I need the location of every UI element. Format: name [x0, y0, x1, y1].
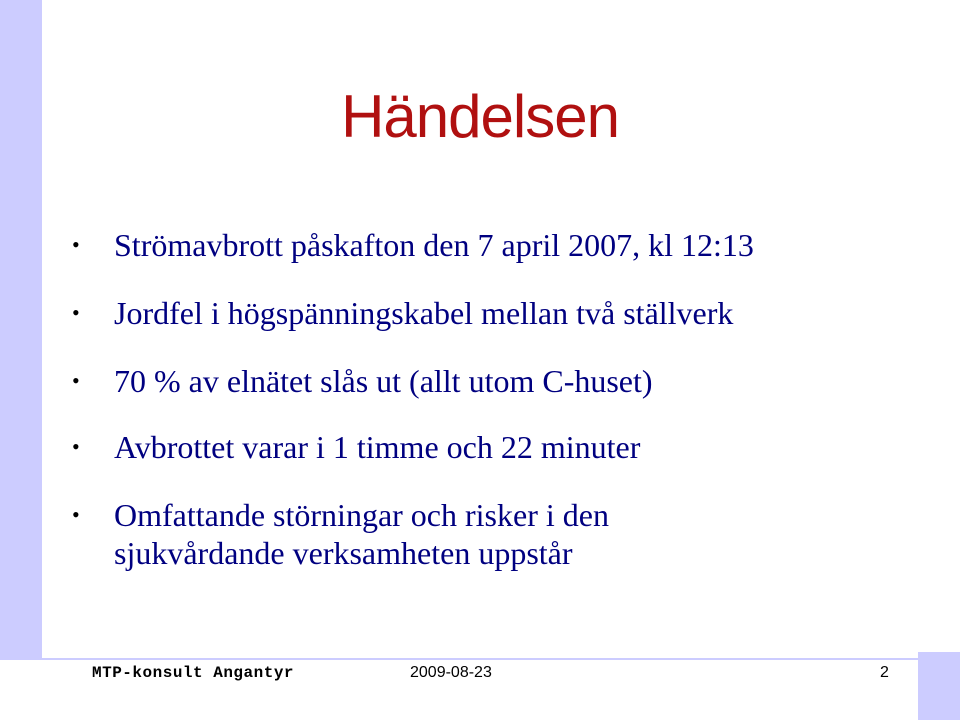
bullet-text: Jordfel i högspänningskabel mellan två ställverk [114, 295, 734, 331]
bullet-icon: • [72, 368, 80, 393]
footer-date: 2009-08-23 [410, 664, 492, 681]
bullet-icon: • [72, 232, 80, 257]
bullet-text: Avbrottet varar i 1 timme och 22 minuter [114, 429, 641, 465]
bullet-icon: • [72, 300, 80, 325]
page-number: 2 [880, 664, 889, 681]
bullet-icon: • [72, 502, 80, 527]
slide-footer [0, 664, 960, 692]
slide-title: Händelsen [341, 83, 619, 150]
bullet-text: Strömavbrott påskafton den 7 april 2007, kl 12:13 [114, 227, 754, 263]
bullet-text: 70 % av elnätet slås ut (allt utom C-huset) [114, 363, 653, 399]
footer-author: MTP-konsult Angantyr [92, 664, 295, 682]
bullet-icon: • [72, 434, 80, 459]
footer-divider [42, 658, 920, 660]
bullet-text: Omfattande störningar och risker i den sjukvårdande verksamheten uppstår [114, 497, 609, 571]
